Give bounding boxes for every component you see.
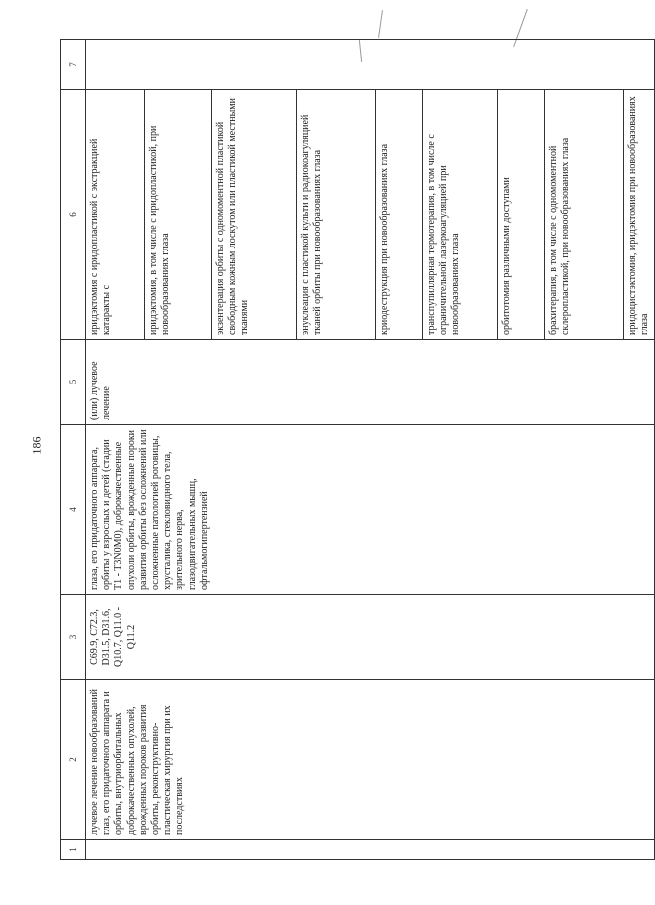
page-number: 186	[29, 436, 44, 455]
column-number-5: 5	[61, 340, 86, 425]
cell-icd-codes: C69.9, C72.3, D31.5, D31.6, Q10.7, Q11.0 - Q11.2	[86, 595, 655, 680]
cell-patient-model: глаза, его придаточного аппарата, орбиты у взрослых и детей (стадии T1 - T3N0M0), доброкачественные опухоли орбиты, врожденные пороки развития орбиты без осложнений или осложненные патологией роговицы, хрусталика, стекловидного тела, зрительного нерва, глазодвигательных мышц, офтальмогипертензией	[86, 425, 655, 595]
column-number-4: 4	[61, 425, 86, 595]
method-item: криодеструкция при новообразованиях глаза	[375, 90, 422, 339]
cell-procedure-name: лучевое лечение новообразований глаз, его придаточного аппарата и орбиты, внутриорбитальных доброкачественных опухолей, врожденных пороков развития орбиты, реконструктивно-пластическая хирургия при их последствиях	[86, 680, 655, 840]
method-item: энуклеация с пластикой культи и радиокоагуляцией тканей орбиты при новообразованиях глаза	[296, 90, 375, 339]
cell-treatment-type: (или) лучевое лечение	[86, 340, 655, 425]
method-item: иридэктомия с иридопластикой с экстракцией катаракты с	[89, 138, 113, 335]
cell-extra	[86, 40, 655, 90]
method-item: иридоцистэктомия, иридэктомия при новообразованиях глаза	[623, 90, 654, 339]
header-row	[61, 40, 86, 860]
method-item: брахитерапия, в том числе с одномоментной склеропластикой, при новообразованиях глаза	[544, 90, 623, 339]
cell-index	[86, 840, 655, 860]
column-number-6: 6	[61, 90, 86, 340]
column-number-2: 2	[61, 680, 86, 840]
column-number-7: 7	[61, 40, 86, 90]
column-number-1: 1	[61, 840, 86, 860]
method-item: экзентерация орбиты с одномоментной пластикой свободным кожным лоскутом или пластикой местными тканями	[211, 90, 296, 339]
table-row	[86, 40, 655, 860]
cell-treatment-methods	[86, 90, 655, 340]
method-item: орбитотомия различными доступами	[497, 90, 544, 339]
method-item: иридэктомия, в том числе с иридопластикой, при новообразованиях глаза	[144, 90, 211, 339]
column-number-3: 3	[61, 595, 86, 680]
treatment-table	[60, 39, 655, 860]
method-item: транспупиллярная термотерапия, в том числе с ограничительной лазеркоагуляцией при новообразованиях глаза	[422, 90, 497, 339]
document-table-sheet	[60, 40, 651, 860]
scan-mark	[378, 10, 383, 38]
